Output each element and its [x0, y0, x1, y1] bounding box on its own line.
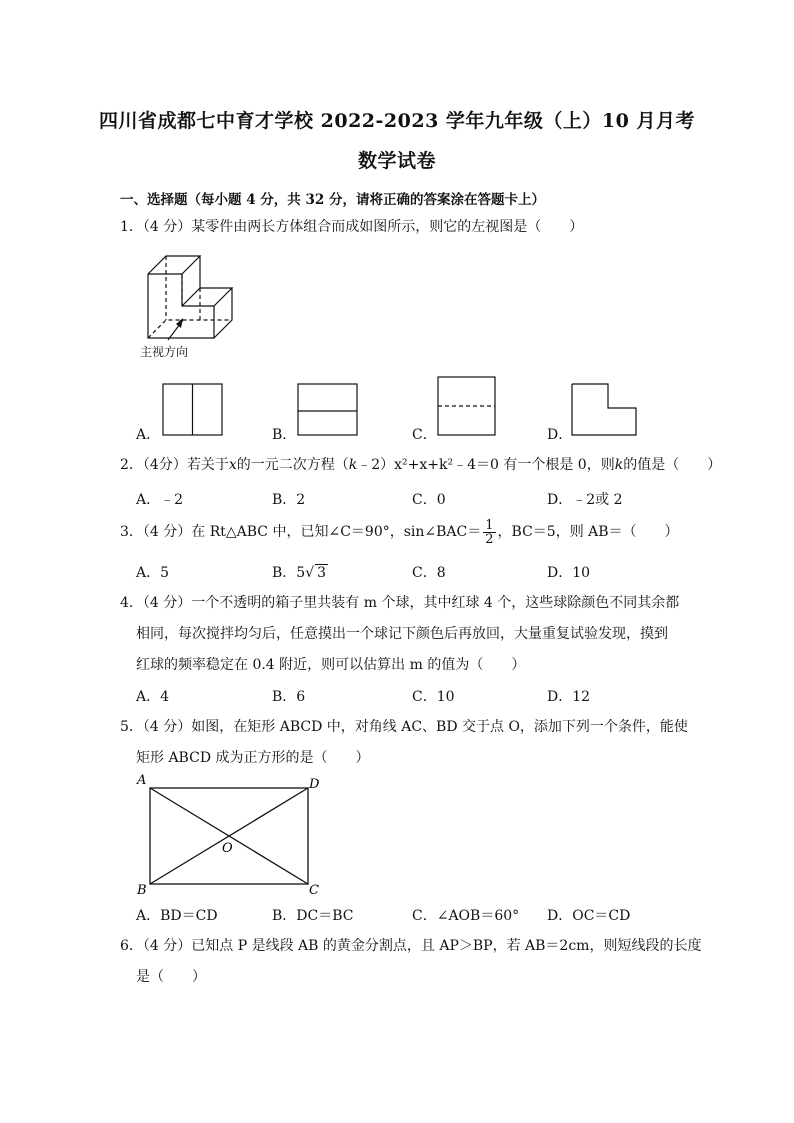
question-4 [120, 593, 679, 613]
question-text: 在 Rt△ABC 中，已知∠C＝90°，sin∠BAC＝ [191, 524, 482, 540]
option-a-figure [162, 383, 224, 436]
question-text: 某零件由两长方体组合而成如图所示，则它的左视图是（ ） [191, 219, 584, 235]
option-d[interactable]: D．OC＝CD [547, 908, 631, 924]
option-c[interactable]: C．0 [412, 492, 446, 508]
option-c[interactable]: C．10 [412, 689, 455, 705]
page-subtitle: 数学试卷 [357, 150, 436, 172]
radical: 3 [317, 565, 327, 581]
option-d[interactable]: D．12 [547, 689, 591, 705]
option-b[interactable]: B．DC＝BC [272, 908, 354, 924]
question-number: 5．（4 分） [120, 719, 192, 735]
variable: x [228, 457, 237, 473]
question-text: ，BC＝5，则 AB＝（ ） [497, 524, 679, 540]
question-number: 3．（4 分） [120, 524, 192, 540]
option-a[interactable]: A．5 [136, 565, 170, 581]
question-text: ﹣2）x²+x+k²﹣4＝0 有一个根是 0，则 [357, 457, 615, 473]
question-text: 矩形 ABCD 成为正方形的是（ ） [136, 750, 370, 766]
point-label-d: D [309, 777, 320, 792]
question-text: 如图，在矩形 ABCD 中，对角线 AC、BD 交于点 O，添加下列一个条件，能使 [191, 719, 688, 735]
fraction: $\frac{1}{2}$ [485, 517, 494, 547]
question-text: 若关于 [186, 457, 229, 473]
option-a[interactable]: A．﹣2 [136, 492, 184, 508]
variable: k [348, 457, 358, 473]
question-5 [120, 717, 688, 737]
option-b-figure [297, 383, 359, 436]
variable: k [614, 457, 624, 473]
question-1 [120, 217, 583, 237]
question-6 [120, 936, 701, 956]
question-number: 6．（4 分） [120, 938, 192, 954]
option-d[interactable]: D．10 [547, 565, 591, 581]
question-text: 已知点 P 是线段 AB 的黄金分割点，且 AP＞BP，若 AB＝2cm，则短线段的长度 [191, 938, 702, 954]
point-label-o: O [222, 841, 233, 856]
question-text: 红球的频率稳定在 0.4 附近，则可以估算出 m 的值为（ ） [136, 657, 526, 673]
question-2 [120, 455, 721, 475]
option-a[interactable]: A．BD＝CD [136, 908, 218, 924]
option-d[interactable]: D． [547, 427, 573, 443]
point-label-a: A [137, 773, 147, 788]
question-number: 1．（4 分） [120, 219, 192, 235]
question-text: 相同，每次搅拌均匀后，任意摸出一个球记下颜色后再放回，大量重复试验发现，摸到 [136, 626, 668, 642]
q1-solid-figure [136, 242, 246, 367]
option-b[interactable]: B．5√ 3 [272, 565, 327, 581]
question-3 [120, 518, 679, 546]
question-text: 的一元二次方程（ [236, 457, 349, 473]
rectangle-figure [134, 770, 334, 898]
option-a[interactable]: A． [136, 427, 161, 443]
question-number: 4．（4 分） [120, 595, 192, 611]
section-heading: 一、选择题（每小题 4 分，共 32 分，请将正确的答案涂在答题卡上） [120, 192, 545, 208]
option-b[interactable]: B．2 [272, 492, 306, 508]
option-c[interactable]: C． [412, 427, 437, 443]
question-number: 2．（4分） [120, 457, 187, 473]
option-d-figure [571, 383, 639, 436]
figure-label: 主视方向 [140, 345, 189, 359]
question-text: 一个不透明的箱子里共装有 m 个球，其中红球 4 个，这些球除颜色不同其余都 [191, 595, 680, 611]
option-b[interactable]: B． [272, 427, 297, 443]
option-c[interactable]: C．∠AOB＝60° [412, 908, 520, 924]
question-text: 是（ ） [136, 969, 206, 985]
point-label-b: B [137, 883, 147, 898]
option-b[interactable]: B．6 [272, 689, 306, 705]
point-label-c: C [309, 883, 319, 898]
question-text: 的值是（ ） [623, 457, 722, 473]
option-c[interactable]: C．8 [412, 565, 446, 581]
option-d[interactable]: D．﹣2或 2 [547, 492, 623, 508]
option-a[interactable]: A．4 [136, 689, 170, 705]
option-c-figure [437, 376, 497, 436]
page-title: 四川省成都七中育才学校 2022-2023 学年九年级（上）10 月月考 [99, 110, 695, 132]
